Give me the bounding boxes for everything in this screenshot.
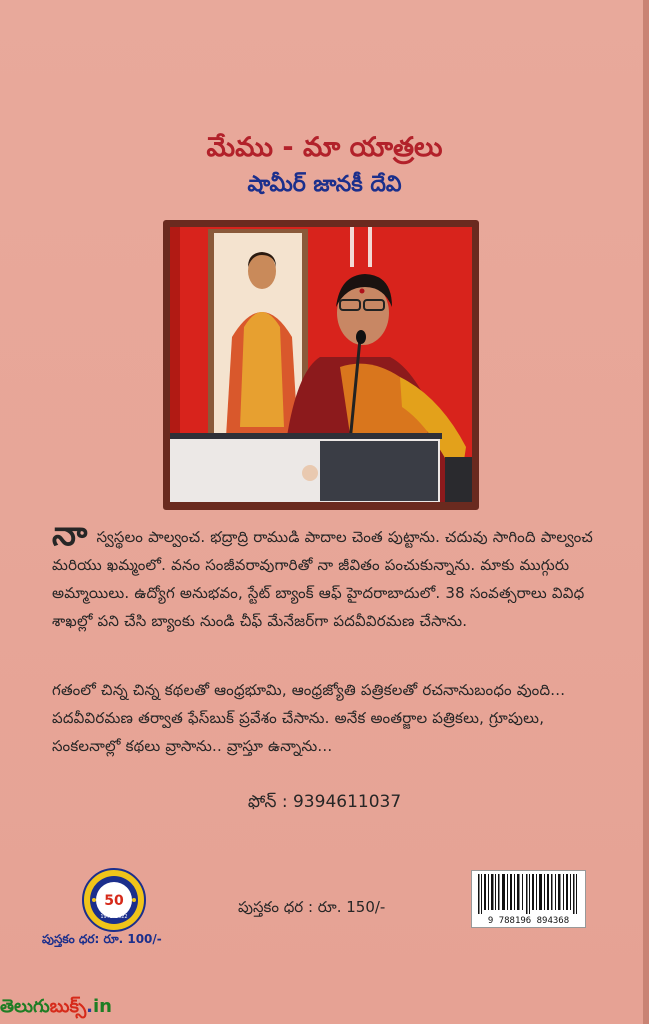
site-name-part-1: తెలుగు — [0, 996, 50, 1017]
website-watermark — [0, 996, 112, 1021]
logo-years: 1972-2022 — [100, 914, 128, 920]
isbn-barcode — [471, 870, 586, 928]
phone-number: ఫోన్ : 9394611037 — [247, 792, 402, 812]
isbn-number: 9 788196 894368 — [487, 916, 570, 926]
site-name-part-3: in — [93, 996, 112, 1017]
about-paragraph-1 — [52, 514, 612, 635]
about-paragraph-2: గతంలో చిన్న చిన్న కథలతో ఆంధ్రభూమి, ఆంధ్రజ్యోతి పత్రికలతో రచనానుబంధం వుంది... పదవీవిరమణ తర్వాత ఫేస్‌బుక్ ప్రవేశం చేసాను. అనేక అంతర్జాల పత్రికలు, గ్రూపులు, సంకలనాల్లో కథలు వ్రాసాను.. వ్రాస్తూ ఉన్నాను... — [52, 681, 566, 755]
book-title: మేము - మా యాత్రలు — [206, 132, 443, 163]
author-photo — [170, 227, 472, 502]
publisher-anniversary-logo — [82, 868, 146, 932]
book-price: పుస్తకం ధర : రూ. 150/- — [238, 898, 386, 916]
site-name-part-2: బుక్స్ — [49, 996, 87, 1017]
author-name: షామీర్ జానకీ దేవి — [247, 172, 402, 197]
about-paragraph-1-text: స్వస్థలం పాల్వంచ. భద్రాద్రి రాముడి పాదాల చెంత పుట్టాను. చదువు సాగింది పాల్వంచ మరియు ఖమ్మంలో. వనం సంజీవరావుగారితో నా జీవితం పంచుకున్నాను. మాకు ముగ్గురు అమ్మాయిలు. ఉద్యోగ అనుభవం, స్టేట్ బ్యాంక్ ఆఫ్ హైదరాబాదులో. 38 సంవత్సరాలు వివిధ శాఖల్లో పని చేసి బ్యాంకు నుండి చీఫ్ మేనేజర్‌గా పదవీవిరమణ చేసాను. — [52, 528, 593, 630]
logo-number: 50 — [104, 893, 124, 909]
author-photo-illustration — [170, 227, 472, 502]
author-photo-frame — [163, 220, 479, 510]
site-name-dot: . — [86, 996, 93, 1017]
dropcap: నా — [52, 514, 88, 554]
price-sticker: పుస్తకం ధర: రూ. 100/- — [42, 932, 162, 946]
barcode-bars — [472, 871, 585, 915]
